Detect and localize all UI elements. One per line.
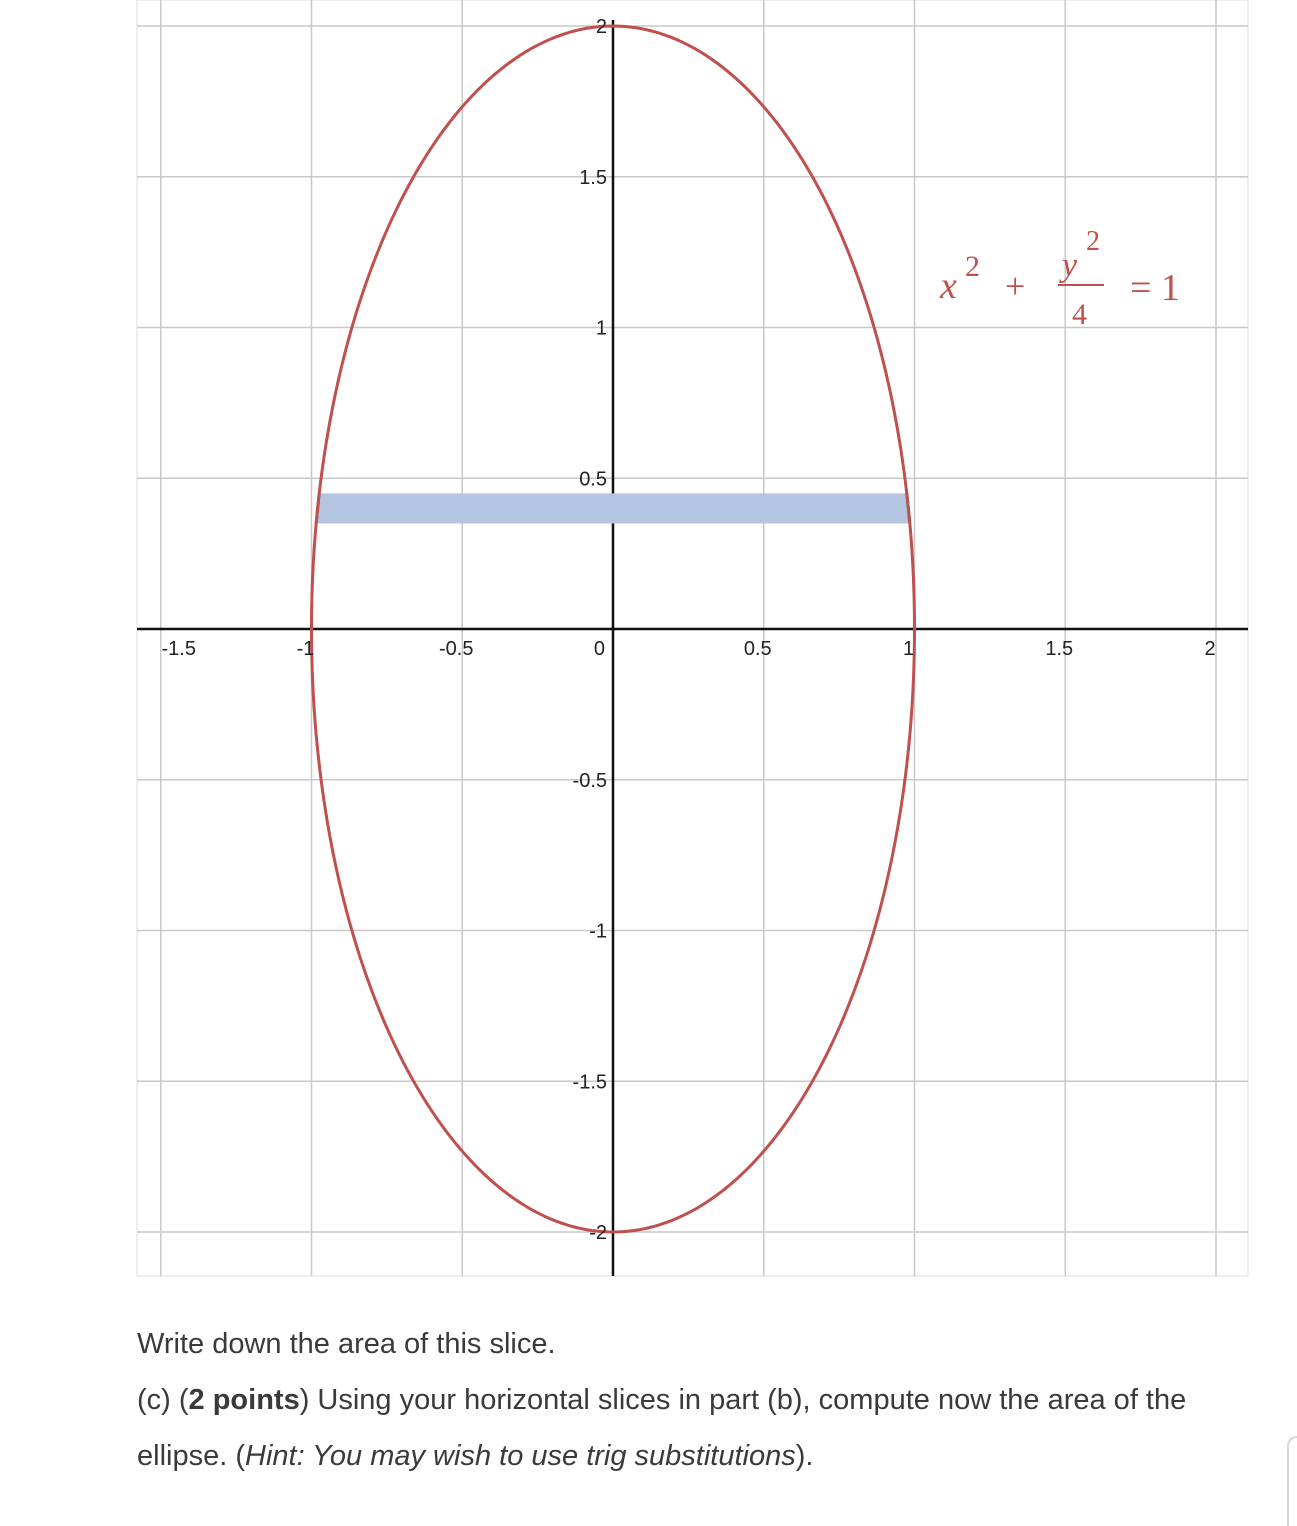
hint-text: Hint: You may wish to use trig substitutions bbox=[245, 1440, 796, 1472]
part-label: (c) ( bbox=[137, 1384, 189, 1416]
x-tick-label: 2 bbox=[1204, 638, 1216, 660]
y-tick-label: 1.5 bbox=[579, 166, 607, 189]
slice-rect bbox=[316, 493, 910, 523]
x-tick-label: -1.5 bbox=[161, 638, 196, 660]
x-tick-label: -1 bbox=[296, 638, 315, 660]
points-label: 2 points bbox=[188, 1384, 300, 1416]
eq-denominator: 4 bbox=[1072, 298, 1087, 331]
x-tick-label: 1.5 bbox=[1045, 638, 1074, 660]
eq-rhs: = 1 bbox=[1130, 267, 1180, 309]
eq-x-exponent: 2 bbox=[965, 250, 980, 283]
eq-x: x bbox=[940, 265, 957, 307]
slice-layer bbox=[316, 493, 910, 523]
eq-numerator-exponent: 2 bbox=[1086, 226, 1100, 257]
x-tick-label: 0 bbox=[593, 638, 605, 660]
part-c-text: ) Using your horizontal slices in part (b), compute now the area of the ellipse. ( bbox=[137, 1384, 1187, 1472]
y-tick-label: 1 bbox=[595, 317, 607, 340]
question-part-c bbox=[137, 1372, 1277, 1484]
eq-plus: + bbox=[1005, 266, 1026, 306]
y-tick-label: -0.5 bbox=[572, 769, 607, 792]
answer-box-edge[interactable] bbox=[1287, 1436, 1297, 1526]
y-tick-label: -1.5 bbox=[572, 1071, 607, 1094]
y-tick-label: -2 bbox=[589, 1222, 607, 1244]
y-tick-label: 2 bbox=[595, 16, 607, 38]
x-tick-label: 0.5 bbox=[743, 638, 772, 660]
eq-numerator: y bbox=[1062, 247, 1078, 284]
y-tick-label: 0.5 bbox=[579, 468, 607, 491]
x-tick-label: 1 bbox=[902, 638, 915, 660]
question-line-1: Write down the area of this slice. bbox=[137, 1328, 556, 1360]
x-tick-label: -0.5 bbox=[439, 638, 474, 660]
y-tick-label: -1 bbox=[589, 920, 607, 943]
part-c-end: ). bbox=[795, 1440, 814, 1472]
question-text bbox=[137, 1316, 1277, 1484]
